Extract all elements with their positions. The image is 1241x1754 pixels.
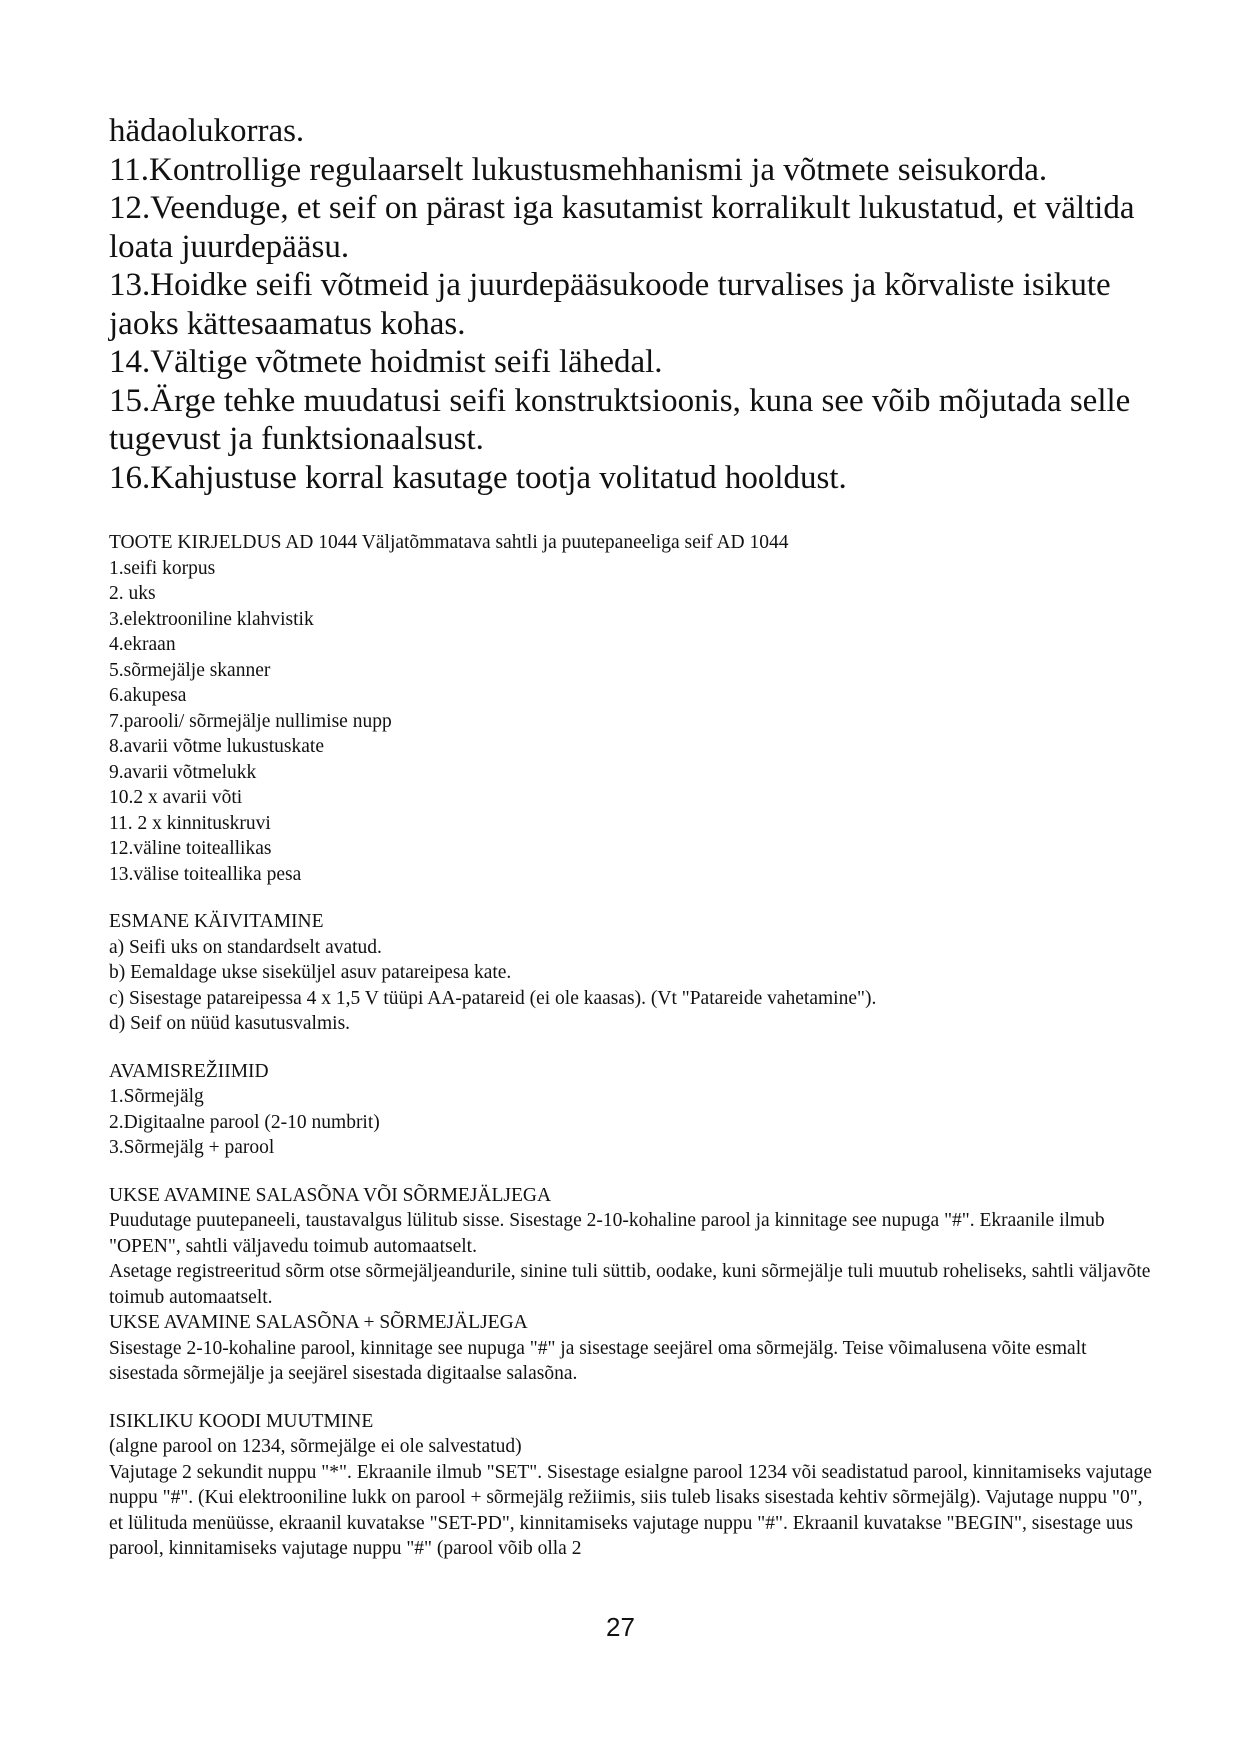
safety-line: tugevust ja funktsionaalsust. bbox=[109, 421, 484, 457]
paragraph: Puudutage puutepaneeli, taustavalgus lülitub sisse. Sisestage 2-10-kohaline parool ja kinnitage see nupuga "#". Ekraanile ilmub "OPEN", sahtli väljavedu toimub automaatselt. bbox=[109, 1210, 1105, 1257]
safety-line: hädaolukorras. bbox=[109, 113, 305, 149]
list-item: 7.parooli/ sõrmejälje nullimise nupp bbox=[109, 710, 392, 732]
paragraph: Vajutage 2 sekundit nuppu "*". Ekraanile ilmub "SET". Sisestage esialgne parool 1234 või seadistatud parool, kinnitamiseks vajutage nuppu "#". (Kui elektrooniline lukk on parool + sõrmejälg režiimis, siis tuleb lisaks sisestada kehtiv sõrmejälg). Vajutage nuppu "0", et lülituda menüüsse, ekraanil kuvatakse "SET-PD", kinnitamiseks vajutage nuppu "#". Ekraanil kuvatakse "BEGIN", sisestage uus parool, kinnitamiseks vajutage nuppu "#" (parool võib olla 2 bbox=[109, 1461, 1152, 1559]
paragraph: Sisestage 2-10-kohaline parool, kinnitage see nupuga "#" ja sisestage seejärel oma sõrmejälg. Teise võimalusena võite esmalt sisestada sõrmejälje ja seejärel sisestada digitaalse salasõna. bbox=[109, 1337, 1087, 1384]
list-item: d) Seif on nüüd kasutusvalmis. bbox=[109, 1013, 351, 1034]
section-heading: AVAMISREŽIIMID bbox=[109, 1060, 269, 1082]
page-number: 27 bbox=[606, 1612, 635, 1642]
change-personal-code-section bbox=[109, 1409, 1159, 1562]
safety-list-continued bbox=[109, 112, 1159, 497]
list-item: c) Sisestage patareipessa 4 x 1,5 V tüüpi AA-patareid (ei ole kaasas). (Vt "Patareide vahetamine"). bbox=[109, 987, 877, 1009]
list-item: 9.avarii võtmelukk bbox=[109, 761, 257, 783]
product-description-section bbox=[109, 530, 1159, 887]
safety-line: 16.Kahjustuse korral kasutage tootja volitatud hooldust. bbox=[109, 459, 847, 496]
list-item: 12.väline toiteallikas bbox=[109, 838, 272, 859]
list-item: 5.sõrmejälje skanner bbox=[109, 659, 271, 681]
list-item: 13.välise toiteallika pesa bbox=[109, 863, 302, 885]
list-item: 2.Digitaalne parool (2-10 numbrit) bbox=[109, 1111, 380, 1133]
list-item: a) Seifi uks on standardselt avatud. bbox=[109, 936, 382, 958]
open-password-or-fingerprint-section bbox=[109, 1183, 1159, 1311]
list-item: 11. 2 x kinnituskruvi bbox=[109, 812, 271, 834]
safety-line: 11.Kontrollige regulaarselt lukustusmehhanismi ja võtmete seisukorda. bbox=[109, 151, 1048, 188]
section-heading: UKSE AVAMINE SALASÕNA VÕI SÕRMEJÄLJEGA bbox=[109, 1184, 552, 1206]
list-item: 2. uks bbox=[109, 583, 156, 604]
safety-line: jaoks kättesaamatus kohas. bbox=[109, 305, 466, 342]
opening-modes-section bbox=[109, 1059, 1159, 1161]
list-item: 3.Sõrmejälg + parool bbox=[109, 1137, 275, 1158]
list-item: 10.2 x avarii võti bbox=[109, 787, 243, 808]
list-item: 1.Sõrmejälg bbox=[109, 1086, 204, 1107]
document-page bbox=[109, 112, 1159, 1562]
safety-line: 13.Hoidke seifi võtmeid ja juurdepääsukoode turvalises ja kõrvaliste isikute bbox=[109, 267, 1111, 303]
list-item: 3.elektrooniline klahvistik bbox=[109, 608, 314, 630]
safety-line: 14.Vältige võtmete hoidmist seifi lähedal. bbox=[109, 344, 663, 380]
section-heading: TOOTE KIRJELDUS AD 1044 Väljatõmmatava sahtli ja puutepaneeliga seif AD 1044 bbox=[109, 532, 789, 553]
list-item: 6.akupesa bbox=[109, 685, 187, 706]
open-password-plus-fingerprint-section bbox=[109, 1310, 1159, 1387]
section-heading: ISIKLIKU KOODI MUUTMINE bbox=[109, 1410, 374, 1432]
safety-line: loata juurdepääsu. bbox=[109, 228, 350, 265]
list-item: b) Eemaldage ukse siseküljel asuv patareipesa kate. bbox=[109, 962, 512, 983]
list-item: 4.ekraan bbox=[109, 634, 176, 655]
list-item: 8.avarii võtme lukustuskate bbox=[109, 736, 324, 757]
list-item: 1.seifi korpus bbox=[109, 557, 216, 579]
paragraph: Asetage registreeritud sõrm otse sõrmejäljeandurile, sinine tuli süttib, oodake, kuni sõrmejälje tuli muutub roheliseks, sahtli väljavõte toimub automaatselt. bbox=[109, 1261, 1151, 1308]
section-heading: UKSE AVAMINE SALASÕNA + SÕRMEJÄLJEGA bbox=[109, 1312, 528, 1333]
first-startup-section bbox=[109, 909, 1159, 1037]
section-note: (algne parool on 1234, sõrmejälge ei ole salvestatud) bbox=[109, 1436, 522, 1457]
section-heading: ESMANE KÄIVITAMINE bbox=[109, 911, 324, 932]
safety-line: 12.Veenduge, et seif on pärast iga kasutamist korralikult lukustatud, et vältida bbox=[109, 190, 1135, 226]
safety-line: 15.Ärge tehke muudatusi seifi konstruktsioonis, kuna see võib mõjutada selle bbox=[109, 382, 1131, 419]
